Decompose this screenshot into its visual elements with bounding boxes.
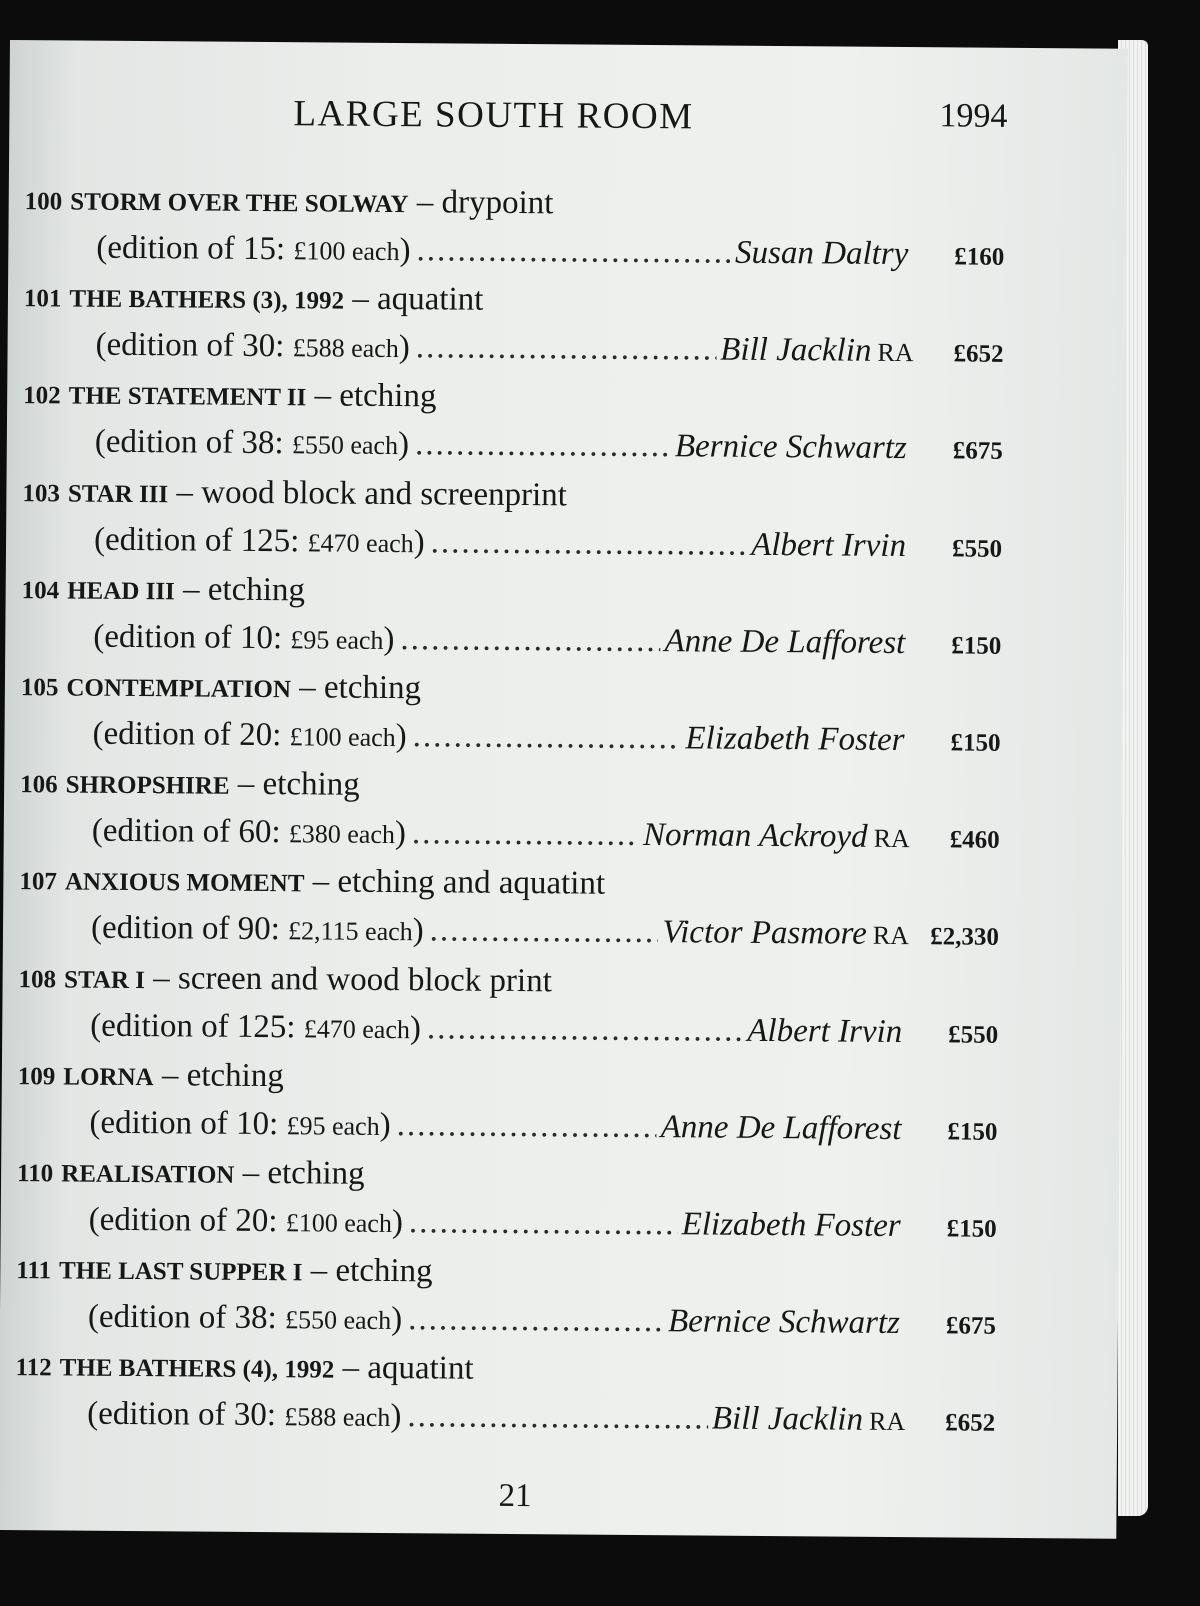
entry-details bbox=[20, 709, 1000, 765]
entry-price: £460 bbox=[949, 826, 1000, 854]
dot-leader bbox=[409, 1198, 678, 1248]
entry-heading: 111 THE LAST SUPPER I – etching bbox=[16, 1252, 433, 1290]
entry-edition: (edition of 125: £470 each) bbox=[93, 521, 425, 560]
entry-edition: (edition of 20: £100 each) bbox=[92, 715, 407, 755]
dot-leader bbox=[407, 1392, 708, 1442]
entry-number: 103 bbox=[22, 479, 61, 507]
entry-edition: (edition of 30: £588 each) bbox=[95, 326, 410, 366]
page-header bbox=[9, 90, 1127, 149]
entry-heading: 106 SHROPSHIRE – etching bbox=[20, 765, 360, 803]
catalogue-entry bbox=[19, 855, 1000, 960]
room-title: LARGE SOUTH ROOM bbox=[293, 93, 694, 138]
catalogue-entry bbox=[18, 953, 999, 1058]
entry-price: £150 bbox=[951, 632, 1002, 660]
catalogue-entry bbox=[16, 1244, 997, 1349]
dot-leader bbox=[400, 615, 660, 665]
entry-number: 111 bbox=[16, 1257, 52, 1285]
dot-leader bbox=[408, 1295, 664, 1345]
entry-price: £675 bbox=[945, 1312, 997, 1340]
entry-technique: etching bbox=[267, 1154, 365, 1192]
entry-edition: (edition of 20: £100 each) bbox=[88, 1201, 404, 1240]
entry-price: £675 bbox=[952, 437, 1003, 466]
entry-artist: Bernice Schwartz bbox=[674, 428, 907, 467]
dot-leader bbox=[396, 1101, 656, 1151]
entry-number: 112 bbox=[15, 1354, 52, 1382]
page-number: 21 bbox=[498, 1477, 532, 1515]
entry-details bbox=[19, 903, 999, 959]
catalogue-entry bbox=[17, 1050, 998, 1155]
catalogue-entry bbox=[15, 1341, 996, 1446]
ra-marker: RA bbox=[868, 1407, 906, 1437]
entry-number: 108 bbox=[18, 965, 57, 993]
entry-number: 105 bbox=[20, 674, 59, 702]
entry-artist: Elizabeth Foster bbox=[681, 1206, 901, 1244]
entry-technique: screen and wood block print bbox=[177, 959, 552, 999]
entry-edition: (edition of 15: £100 each) bbox=[96, 229, 411, 269]
entry-heading: 102 THE STATEMENT II – etching bbox=[23, 377, 437, 415]
entry-technique: etching bbox=[323, 669, 422, 707]
catalogue-entry bbox=[20, 661, 1001, 766]
entry-artist: Norman Ackroyd bbox=[642, 817, 868, 855]
entry-title: REALISATION bbox=[61, 1160, 235, 1189]
entry-title: THE STATEMENT II bbox=[68, 382, 307, 412]
catalogue-entry bbox=[17, 1147, 998, 1252]
entry-technique: etching bbox=[339, 377, 437, 415]
dot-leader bbox=[431, 518, 748, 568]
entry-details bbox=[22, 515, 1002, 571]
entry-price: £2,330 bbox=[930, 923, 1000, 952]
ra-marker: RA bbox=[873, 823, 910, 854]
entry-details bbox=[21, 612, 1001, 668]
dot-leader bbox=[427, 1004, 744, 1054]
entry-heading: 109 LORNA – etching bbox=[17, 1056, 284, 1094]
entry-artist: Albert Irvin bbox=[747, 1012, 903, 1050]
entry-technique: etching bbox=[335, 1252, 433, 1290]
entry-price: £652 bbox=[953, 340, 1004, 369]
entry-artist: Bill Jacklin bbox=[720, 331, 872, 369]
entry-price: £160 bbox=[954, 243, 1005, 271]
entry-technique: aquatint bbox=[376, 281, 484, 318]
entry-number: 104 bbox=[21, 576, 60, 605]
entry-technique: etching bbox=[207, 571, 306, 609]
entry-technique: wood block and screenprint bbox=[201, 474, 568, 513]
entry-title: THE BATHERS (3), 1992 bbox=[69, 285, 345, 315]
entry-edition: (edition of 38: £550 each) bbox=[94, 424, 410, 463]
entry-edition: (edition of 38: £550 each) bbox=[87, 1298, 403, 1338]
catalogue-entry bbox=[23, 272, 1004, 377]
entry-number: 102 bbox=[23, 382, 61, 410]
entry-title: STAR I bbox=[64, 965, 146, 994]
entry-details bbox=[24, 223, 1004, 279]
entry-details bbox=[23, 417, 1003, 473]
catalogue-list bbox=[15, 175, 1005, 1446]
entry-artist: Victor Pasmore bbox=[662, 914, 868, 953]
entry-number: 106 bbox=[20, 771, 58, 799]
entry-number: 110 bbox=[16, 1159, 54, 1188]
entry-number: 100 bbox=[24, 188, 63, 216]
entry-heading: 110 REALISATION – etching bbox=[16, 1154, 365, 1192]
entry-edition: (edition of 125: £470 each) bbox=[90, 1007, 422, 1046]
year: 1994 bbox=[939, 97, 1008, 135]
entry-price: £150 bbox=[946, 1215, 997, 1243]
catalogue-entry bbox=[23, 369, 1004, 474]
entry-edition: (edition of 10: £95 each) bbox=[93, 618, 395, 657]
entry-title: SHROPSHIRE bbox=[65, 771, 230, 800]
entry-heading: 108 STAR I – screen and wood block print bbox=[18, 959, 552, 999]
entry-details bbox=[20, 806, 1000, 862]
entry-artist: Bernice Schwartz bbox=[667, 1303, 901, 1342]
dot-leader bbox=[416, 323, 717, 373]
entry-technique: drypoint bbox=[441, 184, 554, 222]
entry-edition: (edition of 10: £95 each) bbox=[89, 1104, 391, 1143]
ra-marker: RA bbox=[877, 338, 914, 368]
entry-heading: 107 ANXIOUS MOMENT – etching and aquatint bbox=[19, 863, 606, 903]
entry-technique: etching and aquatint bbox=[337, 863, 606, 903]
entry-technique: etching bbox=[262, 766, 360, 803]
entry-heading: 103 STAR III – wood block and screenprint bbox=[22, 473, 568, 513]
entry-details bbox=[15, 1389, 995, 1445]
entry-title: HEAD III bbox=[67, 577, 175, 606]
entry-title: CONTEMPLATION bbox=[66, 674, 292, 704]
catalogue-page bbox=[0, 40, 1128, 1539]
entry-technique: etching bbox=[186, 1057, 284, 1094]
entry-number: 109 bbox=[17, 1062, 56, 1091]
entry-price: £550 bbox=[951, 534, 1003, 563]
entry-details bbox=[17, 1098, 997, 1154]
catalogue-entry bbox=[20, 758, 1001, 863]
entry-number: 101 bbox=[23, 285, 62, 313]
entry-artist: Anne De Lafforest bbox=[660, 1108, 902, 1147]
entry-title: ANXIOUS MOMENT bbox=[64, 868, 305, 898]
entry-edition: (edition of 30: £588 each) bbox=[87, 1395, 402, 1435]
entry-technique: aquatint bbox=[367, 1350, 474, 1387]
dot-leader bbox=[416, 226, 731, 276]
entry-title: LORNA bbox=[63, 1063, 154, 1091]
entry-artist: Anne De Lafforest bbox=[664, 622, 906, 661]
entry-heading: 100 STORM OVER THE SOLWAY – drypoint bbox=[24, 184, 554, 222]
dot-leader bbox=[415, 421, 671, 471]
entry-artist: Bill Jacklin bbox=[711, 1400, 864, 1438]
catalogue-entry bbox=[21, 564, 1002, 669]
entry-heading: 105 CONTEMPLATION – etching bbox=[20, 669, 422, 707]
entry-artist: Elizabeth Foster bbox=[685, 720, 905, 758]
entry-artist: Susan Daltry bbox=[734, 234, 909, 273]
entry-artist: Albert Irvin bbox=[751, 526, 907, 564]
entry-title: THE LAST SUPPER I bbox=[58, 1257, 303, 1287]
dot-leader bbox=[430, 907, 659, 957]
entry-price: £150 bbox=[950, 729, 1001, 757]
entry-price: £652 bbox=[945, 1409, 996, 1438]
entry-details bbox=[16, 1292, 996, 1348]
ra-marker: RA bbox=[872, 921, 910, 951]
dot-leader bbox=[413, 712, 682, 762]
entry-title: STAR III bbox=[67, 480, 169, 508]
entry-edition: (edition of 90: £2,115 each) bbox=[90, 909, 424, 949]
entry-heading: 104 HEAD III – etching bbox=[21, 571, 306, 609]
dot-leader bbox=[412, 809, 639, 859]
entry-price: £150 bbox=[947, 1118, 998, 1146]
entry-details bbox=[17, 1195, 997, 1251]
entry-heading: 112 THE BATHERS (4), 1992 – aquatint bbox=[15, 1349, 474, 1387]
entry-edition: (edition of 60: £380 each) bbox=[91, 812, 407, 852]
entry-details bbox=[23, 320, 1003, 376]
entry-price: £550 bbox=[948, 1020, 999, 1049]
entry-details bbox=[18, 1001, 998, 1057]
catalogue-entry bbox=[24, 175, 1005, 280]
entry-title: THE BATHERS (4), 1992 bbox=[59, 1354, 335, 1384]
catalogue-entry bbox=[22, 467, 1003, 572]
entry-title: STORM OVER THE SOLWAY bbox=[70, 188, 409, 219]
entry-heading: 101 THE BATHERS (3), 1992 – aquatint bbox=[23, 280, 484, 318]
entry-number: 107 bbox=[19, 868, 57, 896]
